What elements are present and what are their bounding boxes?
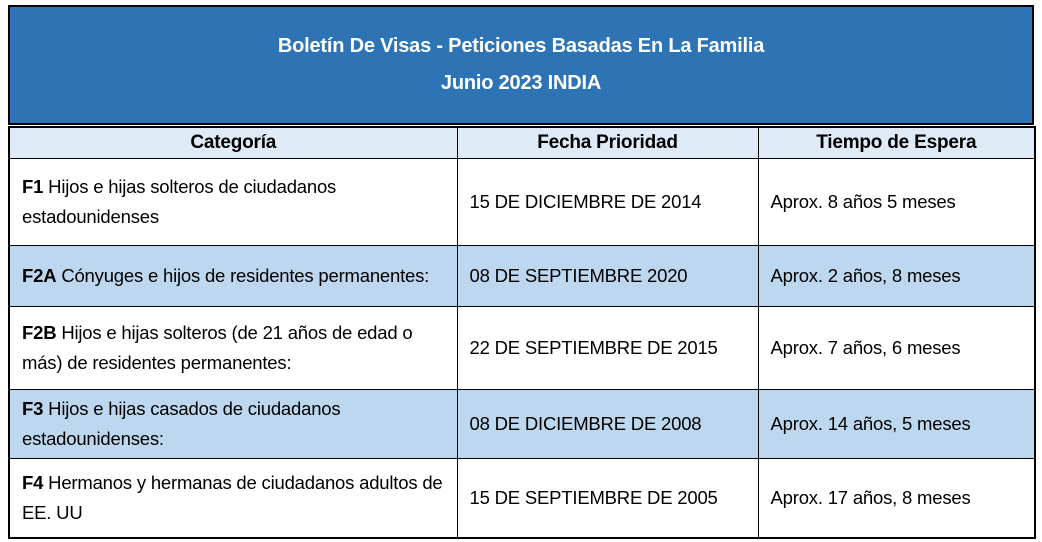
category-cell (9, 390, 457, 459)
bulletin-container (8, 5, 1034, 539)
table-row-f2a (9, 246, 1035, 307)
bulletin-title-banner (8, 5, 1034, 125)
category-cell (9, 459, 457, 539)
table-row-f3 (9, 390, 1035, 459)
column-header-tiempo-de-espera: Tiempo de Espera (758, 127, 1035, 159)
wait-time-cell: Aprox. 2 años, 8 meses (758, 246, 1035, 307)
visa-bulletin-table (8, 126, 1036, 539)
priority-date-cell: 08 DE DICIEMBRE DE 2008 (457, 390, 758, 459)
category-cell (9, 246, 457, 307)
category-code: F1 (22, 176, 44, 197)
category-code: F2A (22, 265, 57, 286)
priority-date-cell: 08 DE SEPTIEMBRE 2020 (457, 246, 758, 307)
category-code: F3 (22, 398, 44, 419)
table-row-f2b (9, 307, 1035, 390)
table-row-f1 (9, 159, 1035, 246)
wait-time-cell: Aprox. 8 años 5 meses (758, 159, 1035, 246)
wait-time-cell: Aprox. 7 años, 6 meses (758, 307, 1035, 390)
category-cell (9, 307, 457, 390)
priority-date-cell: 15 DE DICIEMBRE DE 2014 (457, 159, 758, 246)
wait-time-cell: Aprox. 17 años, 8 meses (758, 459, 1035, 539)
category-code: F2B (22, 322, 57, 343)
category-description: Hijos e hijas casados de ciudadanos estadounidenses: (22, 398, 341, 449)
category-description: Hermanos y hermanas de ciudadanos adultos de EE. UU (22, 472, 443, 523)
category-description: Hijos e hijas solteros de ciudadanos estadounidenses (22, 176, 337, 227)
category-code: F4 (22, 472, 44, 493)
wait-time-cell: Aprox. 14 años, 5 meses (758, 390, 1035, 459)
banner-title-line2: Junio 2023 INDIA (440, 72, 602, 94)
category-description: Hijos e hijas solteros (de 21 años de edad o más) de residentes permanentes: (22, 322, 413, 373)
table-row-f4 (9, 459, 1035, 539)
banner-title-line1: Boletín De Visas - Peticiones Basadas En La Familia (277, 35, 765, 57)
column-header-fecha-prioridad: Fecha Prioridad (457, 127, 758, 159)
category-description: Cónyuges e hijos de residentes permanentes: (61, 265, 430, 286)
category-cell (9, 159, 457, 246)
priority-date-cell: 15 DE SEPTIEMBRE DE 2005 (457, 459, 758, 539)
priority-date-cell: 22 DE SEPTIEMBRE DE 2015 (457, 307, 758, 390)
column-header-categoria: Categoría (9, 127, 457, 159)
table-header-row (9, 127, 1035, 159)
